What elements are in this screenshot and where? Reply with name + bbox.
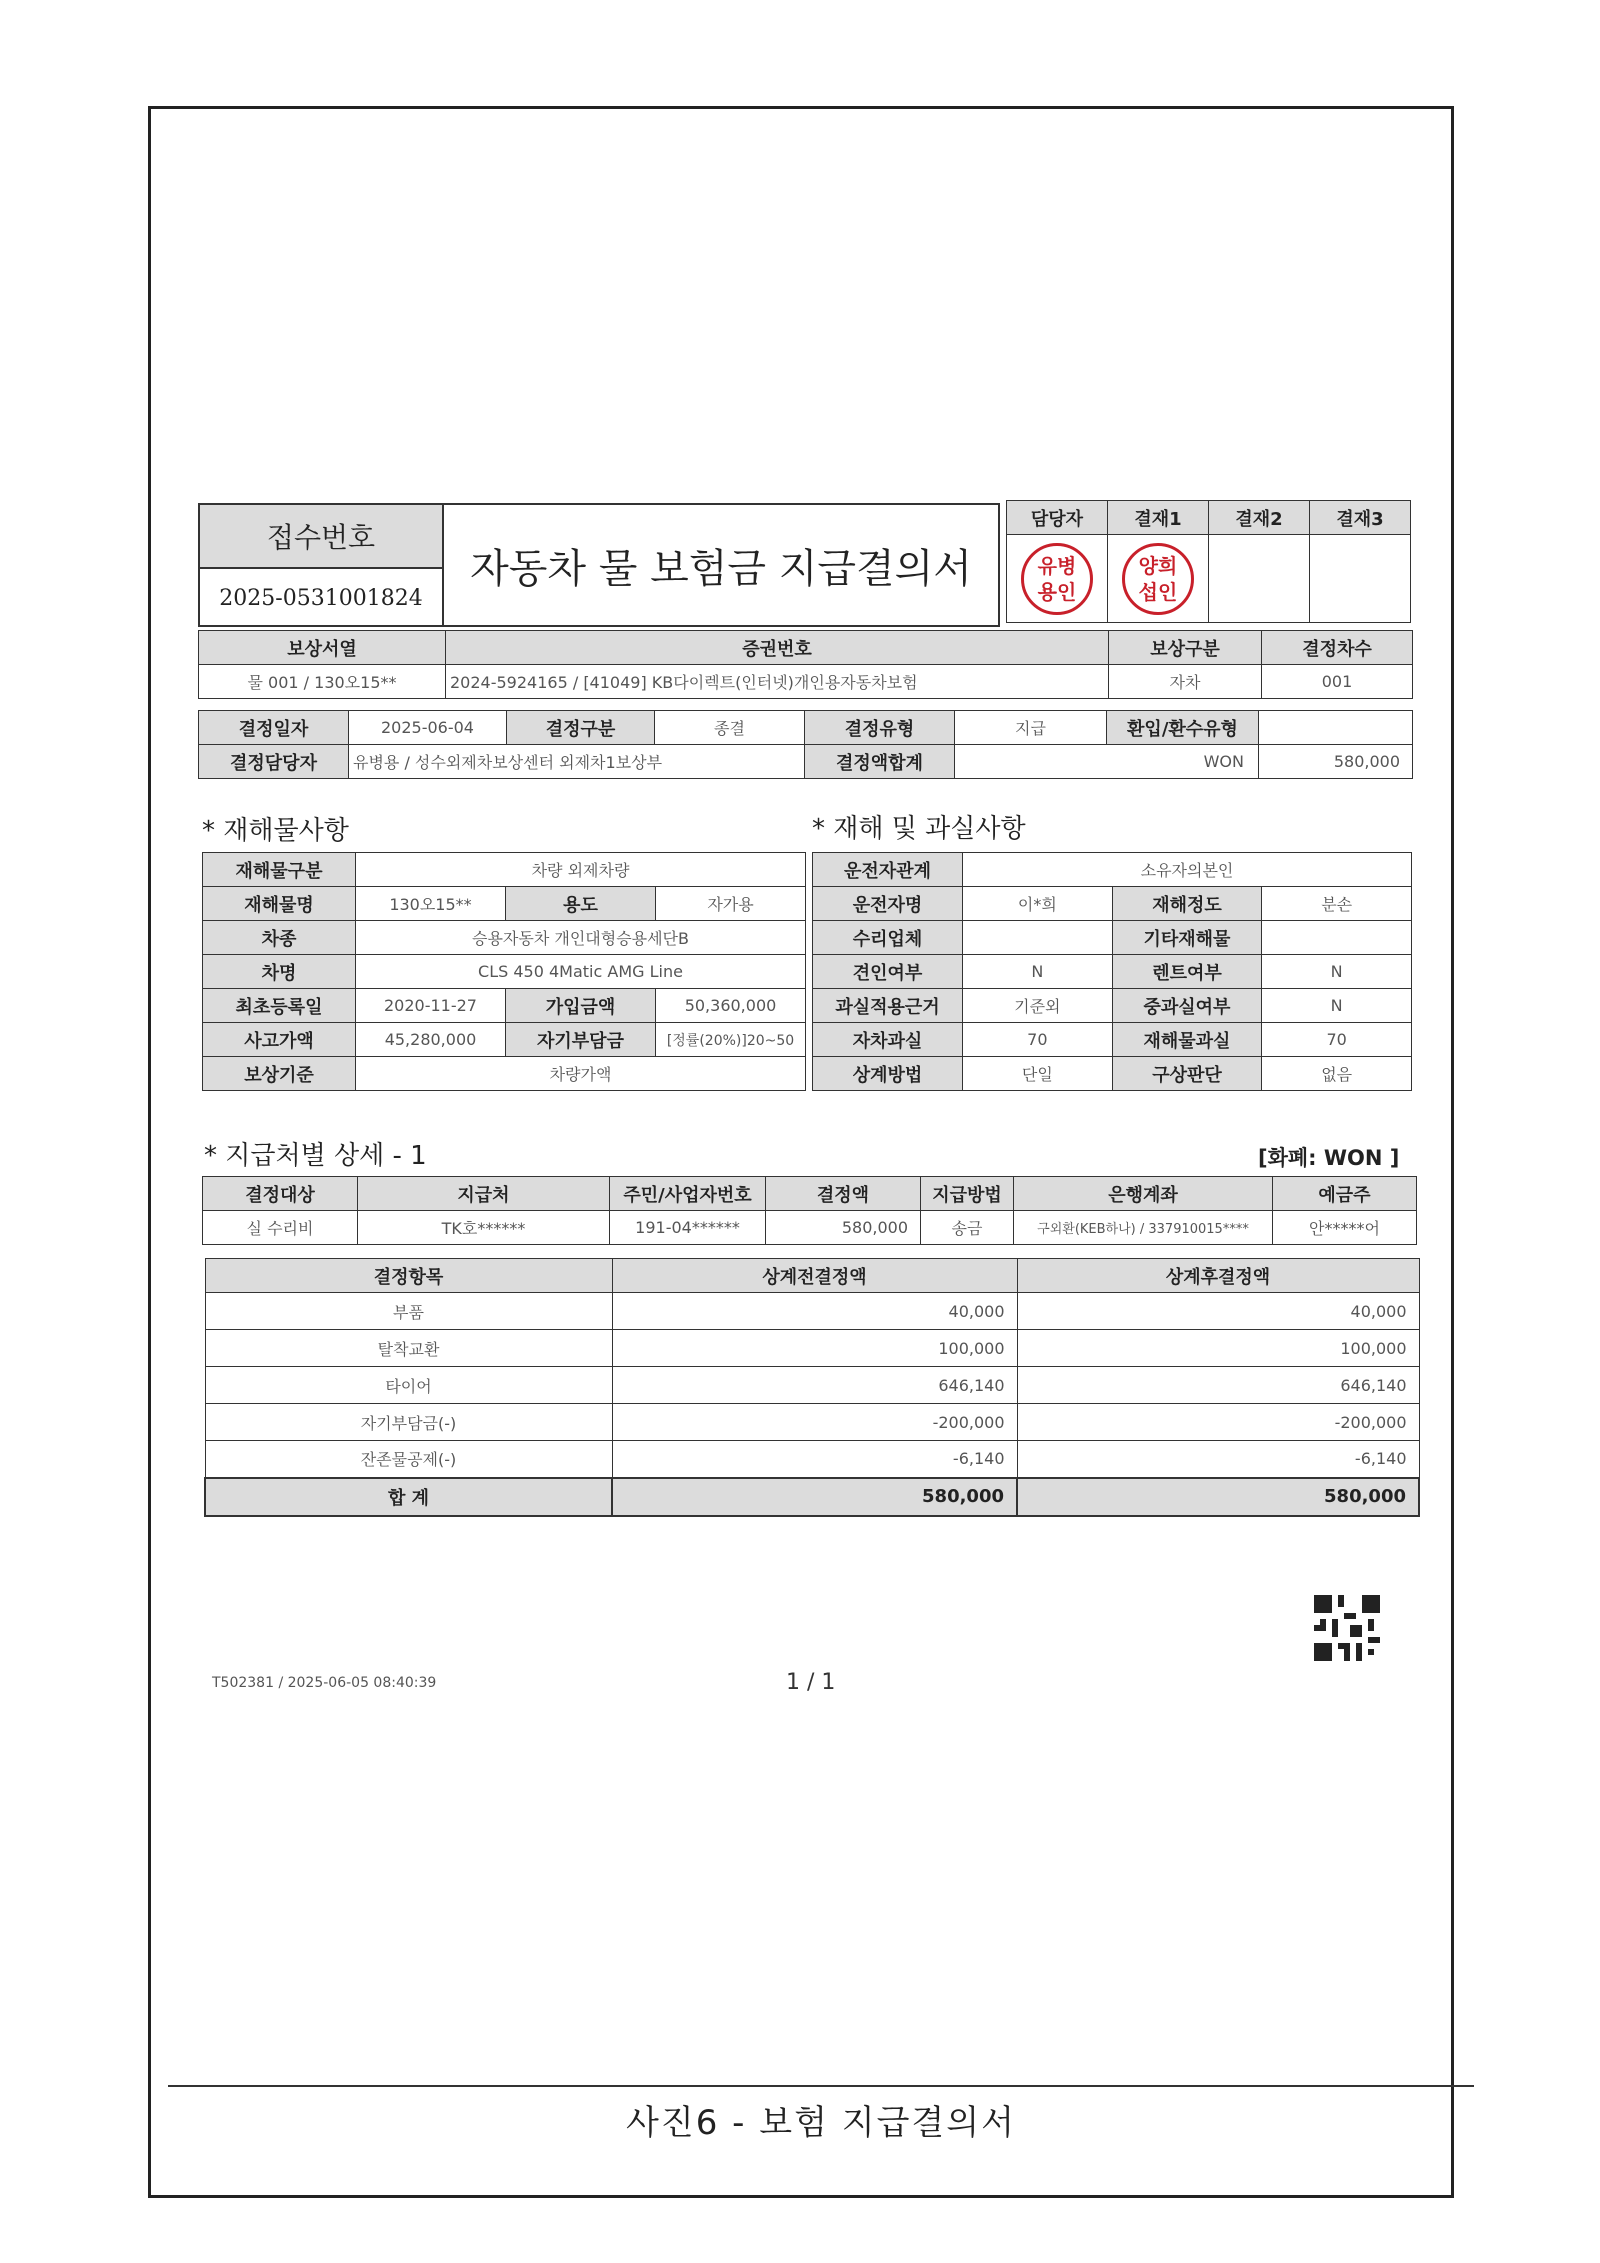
damaged-label: 자기부담금 <box>506 1023 656 1057</box>
fault-label: 운전자관계 <box>813 853 963 887</box>
items-header: 결정항목 <box>205 1259 612 1293</box>
summary-table <box>198 630 1413 699</box>
damaged-label: 최초등록일 <box>203 989 356 1023</box>
payee-header: 지급방법 <box>921 1177 1014 1211</box>
damaged-label: 차종 <box>203 921 356 955</box>
fault-value: N <box>1262 955 1412 989</box>
fault-label: 재해정도 <box>1112 887 1262 921</box>
fault-label: 견인여부 <box>813 955 963 989</box>
fault-value: 소유자의본인 <box>963 853 1412 887</box>
decision-kind-value: 지급 <box>955 711 1107 745</box>
damaged-label: 가입금액 <box>506 989 656 1023</box>
approval-sign-1 <box>1108 535 1209 623</box>
items-total-after: 580,000 <box>1017 1478 1419 1516</box>
fault-label: 운전자명 <box>813 887 963 921</box>
receipt-box <box>198 503 444 627</box>
decision-manager-value: 유병용 / 성수외제차보상센터 외제차1보상부 <box>349 745 805 779</box>
decision-total-value: 580,000 <box>1259 745 1413 779</box>
fault-label: 중과실여부 <box>1112 989 1262 1023</box>
damaged-value: 45,280,000 <box>356 1023 506 1057</box>
qr-code-icon <box>1314 1595 1380 1661</box>
decision-type-label: 결정구분 <box>507 711 655 745</box>
approval-label-1: 결재1 <box>1108 501 1209 535</box>
damaged-section-title: * 재해물사항 <box>202 816 349 846</box>
decision-round-value: 001 <box>1262 665 1413 699</box>
table-row: 40,000 <box>1017 1293 1419 1330</box>
fault-label: 상계방법 <box>813 1057 963 1091</box>
table-row: -200,000 <box>1017 1404 1419 1441</box>
fault-value: N <box>963 955 1113 989</box>
items-table <box>204 1258 1420 1517</box>
damaged-label: 용도 <box>506 887 656 921</box>
damaged-label: 차명 <box>203 955 356 989</box>
damaged-value: 승용자동차 개인대형승용세단B <box>356 921 806 955</box>
decision-date-value: 2025-06-04 <box>349 711 507 745</box>
refund-type-label: 환입/환수유형 <box>1107 711 1259 745</box>
payee-cell: 580,000 <box>766 1211 921 1245</box>
header-decision-round: 결정차수 <box>1262 631 1413 665</box>
table-row: 타이어 <box>205 1367 612 1404</box>
payee-cell: 안*****어 <box>1273 1211 1417 1245</box>
policy-number-value: 2024-5924165 / [41049] KB다이렉트(인터넷)개인용자동차보험 <box>446 665 1109 699</box>
seal-stamp-icon <box>1021 543 1093 615</box>
document-title: 자동차 물 보험금 지급결의서 <box>444 503 1000 627</box>
damaged-value: [정률(20%)]20~50 <box>656 1023 806 1057</box>
header-compensation-order: 보상서열 <box>199 631 446 665</box>
decision-date-label: 결정일자 <box>199 711 349 745</box>
payee-header: 결정대상 <box>203 1177 358 1211</box>
table-row: 646,140 <box>1017 1367 1419 1404</box>
payee-cell: 구외환(KEB하나) / 337910015**** <box>1014 1211 1273 1245</box>
damaged-label: 재해물구분 <box>203 853 356 887</box>
damaged-label: 재해물명 <box>203 887 356 921</box>
damaged-value: 자가용 <box>656 887 806 921</box>
fault-label: 구상판단 <box>1112 1057 1262 1091</box>
payee-header: 예금주 <box>1273 1177 1417 1211</box>
fault-value: 이*희 <box>963 887 1113 921</box>
damaged-value: 2020-11-27 <box>356 989 506 1023</box>
fault-value: 없음 <box>1262 1057 1412 1091</box>
approval-sign-manager <box>1007 535 1108 623</box>
damaged-value: 130오15** <box>356 887 506 921</box>
receipt-number: 2025-0531001824 <box>219 585 423 611</box>
decision-currency: WON <box>955 745 1259 779</box>
table-row: -200,000 <box>612 1404 1017 1441</box>
currency-unit: [화폐: WON ] <box>1258 1146 1400 1170</box>
compensation-type-value: 자차 <box>1109 665 1262 699</box>
table-row: -6,140 <box>1017 1441 1419 1478</box>
decision-manager-label: 결정담당자 <box>199 745 349 779</box>
fault-value: N <box>1262 989 1412 1023</box>
table-row: 646,140 <box>612 1367 1017 1404</box>
fault-label: 과실적용근거 <box>813 989 963 1023</box>
damaged-value: 차량 외제차량 <box>356 853 806 887</box>
fault-label: 기타재해물 <box>1112 921 1262 955</box>
fault-section-title: * 재해 및 과실사항 <box>812 814 1026 844</box>
table-row: 자기부담금(-) <box>205 1404 612 1441</box>
print-stamp: T502381 / 2025-06-05 08:40:39 <box>212 1675 437 1691</box>
payee-cell: TK호****** <box>358 1211 610 1245</box>
fault-label: 렌트여부 <box>1112 955 1262 989</box>
fault-value: 70 <box>963 1023 1113 1057</box>
payee-section-title: * 지급처별 상세 - 1 <box>204 1141 427 1171</box>
table-row: 탈착교환 <box>205 1330 612 1367</box>
approval-label-2: 결재2 <box>1209 501 1310 535</box>
payee-header: 지급처 <box>358 1177 610 1211</box>
payee-cell: 191-04****** <box>610 1211 766 1245</box>
fault-value <box>963 921 1113 955</box>
seal-stamp-icon <box>1122 543 1194 615</box>
stamp-text-1: 유병 용인 <box>1037 553 1077 604</box>
items-total-label: 합 계 <box>205 1478 612 1516</box>
payee-table <box>202 1176 1417 1245</box>
approval-box <box>1006 500 1411 623</box>
table-row: 100,000 <box>612 1330 1017 1367</box>
fault-label: 자차과실 <box>813 1023 963 1057</box>
fault-label: 수리업체 <box>813 921 963 955</box>
approval-sign-2 <box>1209 535 1310 623</box>
damaged-value: 차량가액 <box>356 1057 806 1091</box>
receipt-label: 접수번호 <box>200 505 442 569</box>
decision-total-label: 결정액합계 <box>805 745 955 779</box>
items-total-before: 580,000 <box>612 1478 1017 1516</box>
table-row: -6,140 <box>612 1441 1017 1478</box>
decision-kind-label: 결정유형 <box>805 711 955 745</box>
payee-header: 결정액 <box>766 1177 921 1211</box>
caption-divider <box>168 2085 1474 2087</box>
decision-table <box>198 710 1413 779</box>
photo-caption: 사진6 - 보험 지급결의서 <box>626 2103 1016 2143</box>
stamp-text-2: 양희 섭인 <box>1138 553 1178 604</box>
table-row: 100,000 <box>1017 1330 1419 1367</box>
damaged-label: 사고가액 <box>203 1023 356 1057</box>
items-header: 상계전결정액 <box>612 1259 1017 1293</box>
fault-value: 분손 <box>1262 887 1412 921</box>
damaged-label: 보상기준 <box>203 1057 356 1091</box>
header-policy-number: 증권번호 <box>446 631 1109 665</box>
fault-value: 기준외 <box>963 989 1113 1023</box>
fault-table <box>812 852 1412 1091</box>
fault-label: 재해물과실 <box>1112 1023 1262 1057</box>
table-row: 40,000 <box>612 1293 1017 1330</box>
approval-label-manager: 담당자 <box>1007 501 1108 535</box>
table-row: 부품 <box>205 1293 612 1330</box>
table-row: 잔존물공제(-) <box>205 1441 612 1478</box>
fault-value <box>1262 921 1412 955</box>
payee-header: 주민/사업자번호 <box>610 1177 766 1211</box>
page-number: 1 / 1 <box>786 1670 836 1695</box>
approval-label-3: 결재3 <box>1310 501 1411 535</box>
damaged-value: 50,360,000 <box>656 989 806 1023</box>
decision-type-value: 종결 <box>655 711 805 745</box>
fault-value: 70 <box>1262 1023 1412 1057</box>
items-header: 상계후결정액 <box>1017 1259 1419 1293</box>
damaged-value: CLS 450 4Matic AMG Line <box>356 955 806 989</box>
approval-sign-3 <box>1310 535 1411 623</box>
fault-value: 단일 <box>963 1057 1113 1091</box>
compensation-order-value: 물 001 / 130오15** <box>199 665 446 699</box>
header-compensation-type: 보상구분 <box>1109 631 1262 665</box>
payee-cell: 실 수리비 <box>203 1211 358 1245</box>
refund-type-value <box>1259 711 1413 745</box>
payee-cell: 송금 <box>921 1211 1014 1245</box>
payee-header: 은행계좌 <box>1014 1177 1273 1211</box>
damaged-table <box>202 852 806 1091</box>
